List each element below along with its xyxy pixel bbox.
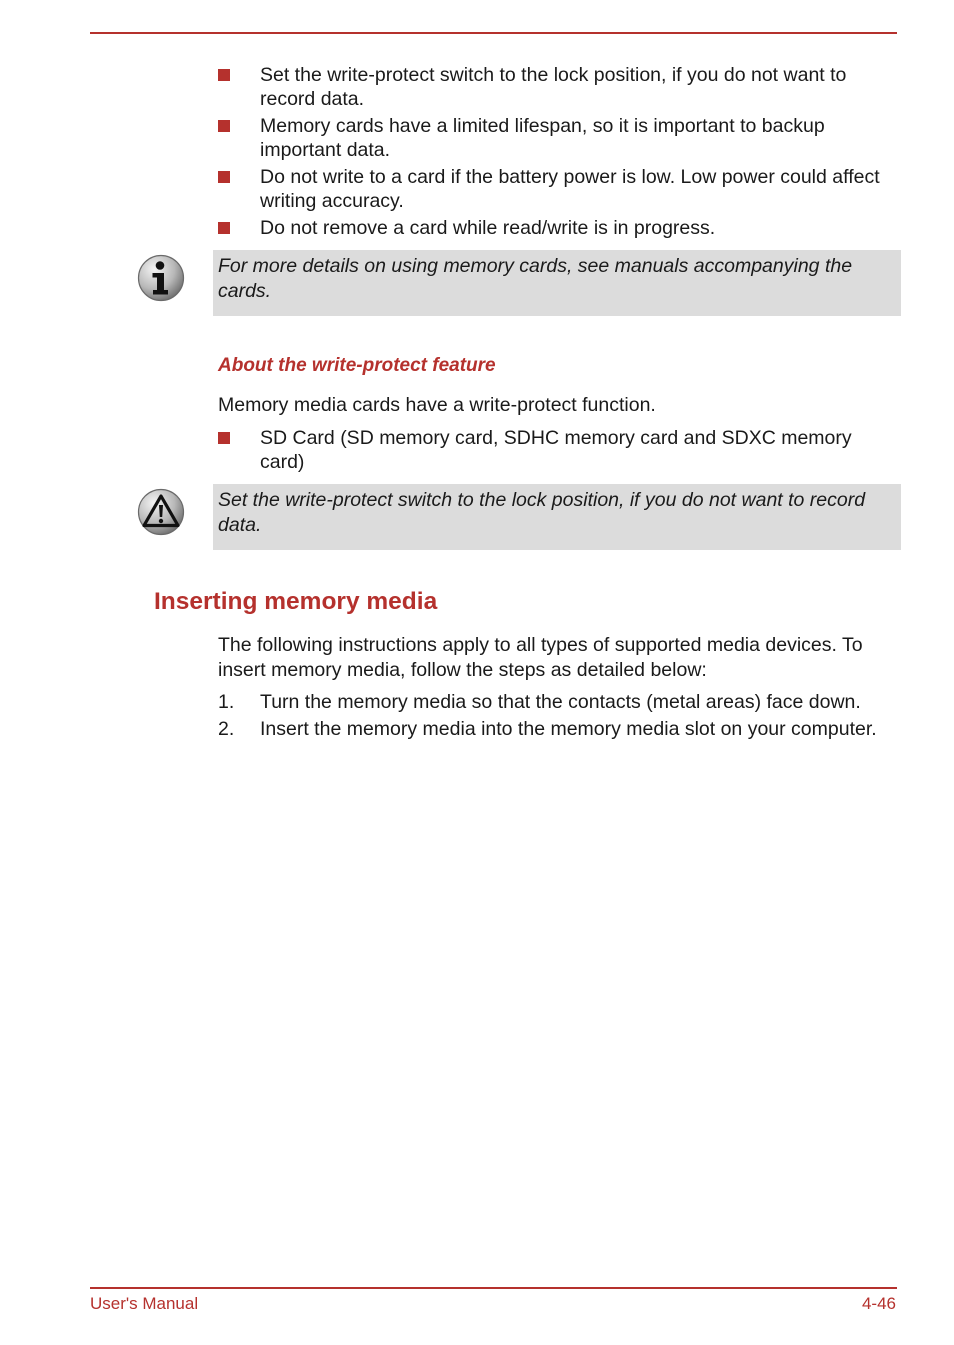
caution-note-text: Set the write-protect switch to the lock position, if you do not want to record data. (218, 489, 866, 536)
bullet-square-icon (218, 120, 230, 132)
list-item-text: Memory cards have a limited lifespan, so it is important to backup important data. (260, 115, 825, 161)
footer-title: User's Manual (90, 1294, 199, 1313)
bullet-square-icon (218, 171, 230, 183)
paragraph: Memory media cards have a write-protect function. (218, 394, 656, 416)
list-item-text: Set the write-protect switch to the lock position, if you do not want to record data. (260, 64, 847, 110)
header-rule (90, 32, 897, 34)
section-subheading: About the write-protect feature (218, 355, 496, 376)
section-heading: Inserting memory media (154, 588, 438, 615)
step-text: Insert the memory media into the memory media slot on your computer. (260, 718, 877, 740)
bullet-square-icon (218, 69, 230, 81)
bullet-square-icon (218, 432, 230, 444)
paragraph: The following instructions apply to all types of supported media devices. To insert memory media, follow the steps as detailed below: (218, 634, 863, 681)
info-note-text: For more details on using memory cards, see manuals accompanying the cards. (218, 255, 853, 302)
info-icon (137, 254, 185, 302)
footer-rule (90, 1287, 897, 1289)
list-item-text: Do not write to a card if the battery power is low. Low power could affect writing accuracy. (260, 166, 880, 212)
bullet-square-icon (218, 222, 230, 234)
info-note (213, 250, 901, 316)
warning-icon (137, 488, 185, 536)
step-number: 1. (218, 691, 235, 713)
step-number: 2. (218, 718, 235, 740)
caution-note (213, 484, 901, 550)
page-number: 4-46 (861, 1294, 896, 1313)
list-item-text: Do not remove a card while read/write is in progress. (260, 217, 716, 239)
step-text: Turn the memory media so that the contacts (metal areas) face down. (260, 691, 861, 713)
list-item-text: SD Card (SD memory card, SDHC memory card and SDXC memory card) (260, 427, 852, 473)
